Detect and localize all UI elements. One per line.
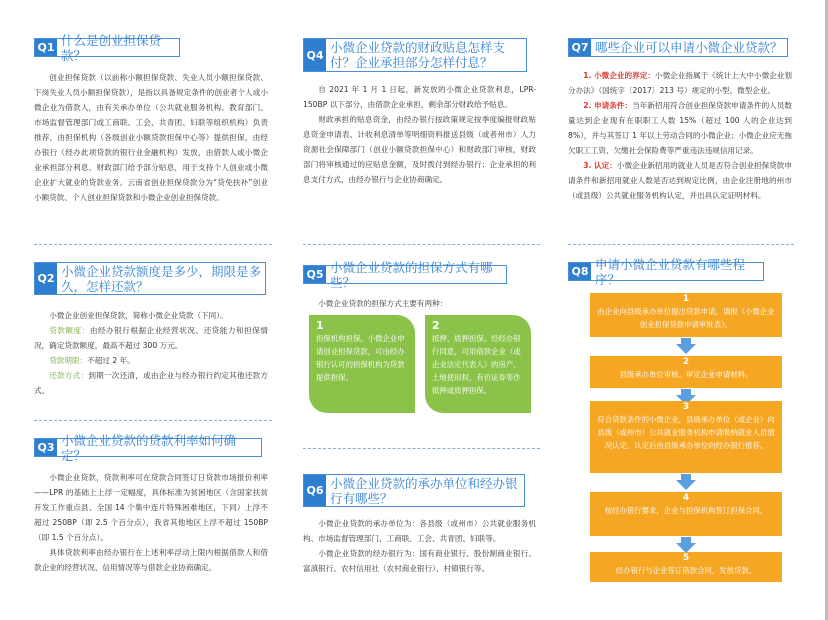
q7-item-conditions: 2. 申请条件：当年新招用符合创业担保贷款申请条件的人员数量达到企业现有在职职工人数 15%（超过 100 人的企业达到 8%），并与其签订 1 年以上劳动合同的小微企业；小微企业应无拖欠职工工资、欠缴社会保险费等严重违法违规信用记录。 [568,101,793,155]
q8-title: 申请小微企业贷款有哪些程序？ [595,256,746,287]
q1-paragraph: 创业担保贷款（以前称小额担保贷款、失业人员小额担保贷款、下岗失业人员小额担保贷款），是指以具备规定条件的创业者个人或小微企业为借款人，由有关承办单位（公共就业服务机构、教育部门、市场监督管理部门或工商联、工会、共青团、妇联等组织机构）负责推荐，由担保机构（各级创业小额贷款担保中心等）提供担保，由经办银行（经办此项贷款的银行业金融机构）发放，由借款人或小微企业承担部分利息、财政部门给予部分贴息，用于支持个人创业或小微企业扩大就业的贷款业务。云南省创业担保贷款分为“贷免扶补”创业小额贷款、个人创业担保贷款和小微企业创业担保贷款。 [34,73,268,202]
q6-tag: Q6 [304,475,326,506]
q3-body [34,470,268,575]
step-text: 经办银行与企业签订借款合同，发放贷款。 [615,566,757,575]
procedure-step-1 [590,293,782,337]
q1-body [34,70,268,205]
q3-paragraph: 小微企业贷款，贷款利率可在贷款合同签订日贷款市场报价利率——LPR 的基础上上浮一定幅度，具体标准为贫困地区（含国家扶贫开发工作重点县、全国 14 个集中连片特殊困难地区，下同）上浮不超过 250BP（即 2.5 个百分点），我省其他地区上浮不超过 150BP（即 1.5 个百分点）。 [34,473,268,542]
q7-tag: Q7 [569,39,591,56]
q4-paragraph: 自 2021 年 1 月 1 日起，新发放的小微企业贷款利息，LPR-150BP 以下部分，由借款企业承担，剩余部分财政给予贴息。 [303,85,536,109]
q4-title: 小微企业贷款的财政贴息怎样支付？企业承担部分怎样付息？ [330,40,506,70]
procedure-step-3 [590,401,782,473]
q2-header [34,262,266,295]
procedure-step-5 [590,552,782,582]
step-number: 5 [682,553,690,563]
q4-paragraph: 财政承担的贴息资金，由经办银行按政策规定按季度编报财政贴息资金申请表、计收利息清单等明细资料报送县级（或者州市）人力资源社会保障部门（创业小额贷款担保中心）和财政部门审核，财政部门将审核通过的应贴息金额，及时拨付到经办银行；企业承担的利息支付方式，由经办银行与企业协商确定。 [303,115,536,184]
procedure-step-4 [590,492,782,536]
guarantee-box-2 [425,315,531,413]
divider [303,448,540,449]
q2-body [34,308,268,398]
step-text: 按经办银行要求，企业与担保机构签订担保合同。 [604,506,768,515]
q3-tag: Q3 [35,439,57,456]
down-arrow-icon [676,344,696,354]
q4-body [303,82,536,187]
divider [568,244,794,245]
q6-header [303,474,525,507]
q1-header [34,32,180,63]
step-number: 4 [682,493,690,503]
q7-body [568,68,792,203]
q3-paragraph: 具体贷款利率由经办银行在上述利率浮动上限内根据借款人和借款企业的经营状况、信用情况等与借款企业协商确定。 [34,548,268,572]
q5-intro: 小微企业贷款的担保方式主要有两种： [318,299,448,308]
q2-title: 小微企业贷款额度是多少，期限是多久，怎样还款？ [61,263,262,294]
q4-header [303,38,527,72]
q3-header [34,432,262,463]
guarantee-box-text: 抵押、质押担保。经经办银行同意，可用借款企业（或企业法定代表人）的房产、土地使用权、有价证券等作抵押或质押担保。 [432,334,521,395]
q2-intro: 小微企业创业担保贷款，简称小微企业贷款（下同）。 [49,311,228,320]
column-middle [303,0,540,620]
divider [34,420,272,421]
q5-tag: Q5 [304,266,326,283]
step-text: 县级承办单位审核、审定企业申请材料。 [619,370,753,379]
step-text: 符合贷款条件的小微企业，县级承办单位（或企业）向县级（或州市）公共就业服务机构申请吸纳就业人员情况认定。认定后由县级承办单位向经办银行推荐。 [597,415,775,450]
guarantee-box-number: 1 [316,319,324,332]
column-right [568,0,794,620]
q2-item-repay: 还款方式：到期一次还清，或由企业与经办银行约定其他还款方式。 [34,371,269,395]
step-text: 由企业向县级承办单位提出贷款申请，填报《小微企业创业担保贷款申请审批表》。 [597,307,775,329]
q5-title: 小微企业贷款的担保方式有哪些？ [330,259,493,290]
q2-tag: Q2 [35,263,57,294]
q6-paragraph: 小微企业贷款的承办单位为：各县级（或州市）公共就业服务机构、市场监督管理部门、工商联、工会、共青团、妇联等。 [303,519,536,543]
column-left [34,0,272,620]
q2-item-amount: 贷款额度：由经办银行根据企业经营状况、还贷能力和担保情况，确定贷款额度，最高不超过 300 万元。 [34,326,269,350]
q1-tag: Q1 [35,39,57,56]
guarantee-box-1 [309,315,415,413]
divider [303,244,540,245]
procedure-step-2 [590,356,782,388]
step-number: 3 [682,402,690,412]
q5-header [303,259,507,290]
q6-body [303,516,536,576]
step-number: 1 [682,294,690,304]
q3-title: 小微企业贷款的贷款利率如何确定？ [61,432,237,463]
down-arrow-icon [676,480,696,490]
guarantee-box-text: 担保机构担保。小微企业申请创业担保贷款，可由经办银行认可的担保机构为贷款提供担保。 [316,334,405,382]
q6-title: 小微企业贷款的承办单位和经办银行有哪些？ [330,475,518,506]
q1-title: 什么是创业担保贷款？ [61,32,162,63]
q7-header [568,38,788,57]
q4-tag: Q4 [304,39,326,71]
q8-header [568,256,764,287]
guarantee-box-number: 2 [432,319,440,332]
q2-item-term: 贷款期限：不超过 2 年。 [49,356,135,365]
divider [34,244,272,245]
q7-item-definition: 1. 小微企业的界定：小微企业指属于《统计上大中小微企业划分办法》（国统字〔2017〕213 号）规定的小型、微型企业。 [568,71,793,95]
q5-body [303,296,536,311]
step-number: 2 [682,357,690,367]
q7-item-identification: 3. 认定：小微企业新招用的就业人员是否符合创业担保贷款申请条件和新招用就业人数是否达到规定比例，由企业注册地的州市（或县级）公共就业服务机构认定，并出具认定证明材料。 [568,161,793,200]
q8-tag: Q8 [569,263,591,280]
q6-paragraph: 小微企业贷款的经办银行为：国有商业银行、股份制商业银行、富滇银行、农村信用社（农村商业银行）、村镇银行等。 [303,549,536,573]
q7-title: 哪些企业可以申请小微企业贷款？ [595,40,783,55]
